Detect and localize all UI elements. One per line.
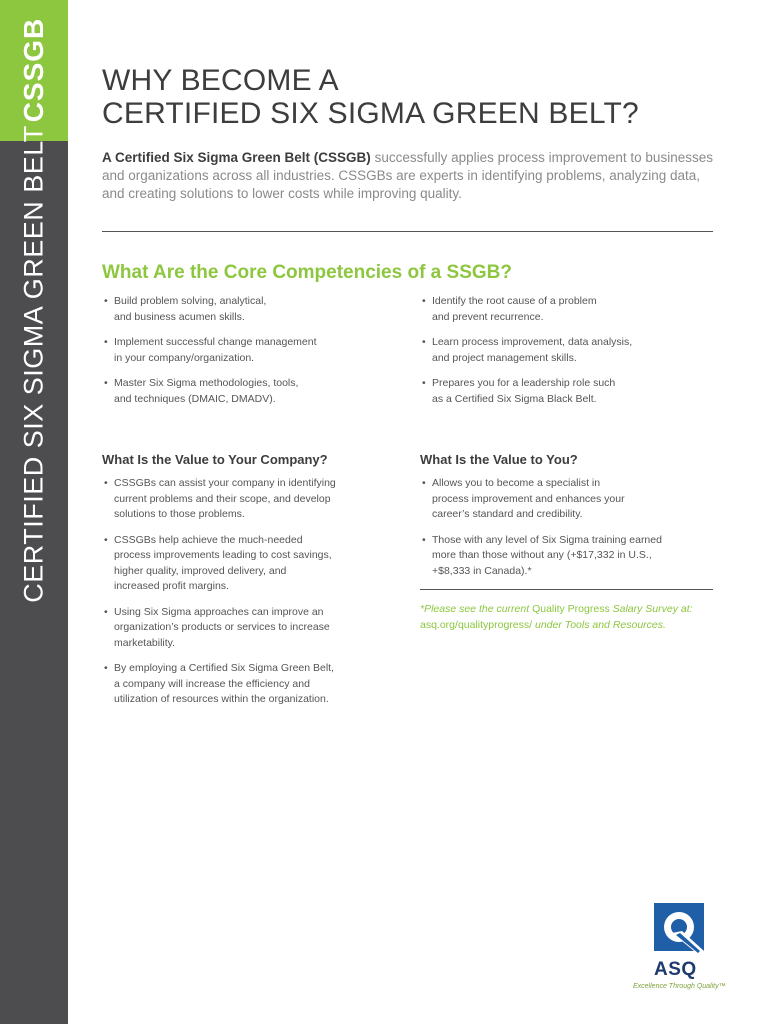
intro-paragraph bbox=[102, 149, 714, 203]
note-link[interactable]: asq.org/qualityprogress/ bbox=[420, 619, 533, 631]
list-item: • Identify the root cause of a problem and prevent recurrence. bbox=[420, 294, 720, 325]
divider-note bbox=[420, 589, 713, 590]
competencies-left-list bbox=[102, 294, 402, 407]
list-item: • Master Six Sigma methodologies, tools, and techniques (DMAIC, DMADV). bbox=[102, 376, 402, 407]
note-part-4: under Tools and Resources. bbox=[532, 619, 666, 631]
list-item: • Those with any level of Six Sigma training earned more than those without any (+$17,332 in U.S., +$8,333 in Canada).* bbox=[420, 533, 720, 580]
divider-top bbox=[102, 231, 713, 232]
list-item: • CSSGBs can assist your company in identifying current problems and their scope, and develop solutions to those problems. bbox=[102, 476, 402, 523]
list-item: • Using Six Sigma approaches can improve an organization’s products or services to increase marketability. bbox=[102, 605, 402, 652]
note-publication: Quality Progress bbox=[532, 603, 610, 615]
page-title bbox=[102, 64, 639, 130]
list-item: • Build problem solving, analytical, and business acumen skills. bbox=[102, 294, 402, 325]
you-value-list bbox=[420, 476, 720, 579]
competencies-right-list bbox=[420, 294, 720, 407]
company-value-column bbox=[102, 476, 402, 718]
sidebar-long-label: CERTIFIED SIX SIGMA GREEN BELT bbox=[18, 125, 49, 603]
competencies-right-column bbox=[420, 294, 720, 417]
title-line-2: CERTIFIED SIX SIGMA GREEN BELT? bbox=[102, 97, 639, 130]
logo-tagline: Excellence Through Quality™ bbox=[633, 983, 726, 990]
list-item: • By employing a Certified Six Sigma Green Belt, a company will increase the efficiency and utilization of resources within the organization. bbox=[102, 661, 402, 708]
sidebar-short-label: CSSGB bbox=[18, 17, 49, 123]
competencies-heading: What Are the Core Competencies of a SSGB? bbox=[102, 262, 512, 283]
competencies-left-column bbox=[102, 294, 402, 417]
list-item: • Allows you to become a specialist in process improvement and enhances your career’s standard and credibility. bbox=[420, 476, 720, 523]
note-part-1: *Please see the current bbox=[420, 603, 533, 615]
list-item: • CSSGBs help achieve the much-needed process improvements leading to cost savings, higher quality, improved delivery, and increased profit margins. bbox=[102, 533, 402, 595]
company-value-list bbox=[102, 476, 402, 708]
list-item: • Implement successful change management in your company/organization. bbox=[102, 335, 402, 366]
salary-survey-note bbox=[420, 601, 720, 633]
logo-name: ASQ bbox=[654, 959, 697, 980]
asq-logo-icon bbox=[654, 903, 704, 957]
company-value-heading: What Is the Value to Your Company? bbox=[102, 452, 328, 467]
note-part-3: Salary Survey at: bbox=[609, 603, 693, 615]
you-value-heading: What Is the Value to You? bbox=[420, 452, 578, 467]
intro-rest: successfully applies process improvement to businesses and organizations across all industries. CSSGBs are experts in identifying problems, analyzing data, and creating solutions to lower costs while improving quality. bbox=[102, 150, 713, 201]
list-item: • Prepares you for a leadership role such as a Certified Six Sigma Black Belt. bbox=[420, 376, 720, 407]
title-line-1: WHY BECOME A bbox=[102, 64, 339, 97]
you-value-column bbox=[420, 476, 720, 589]
intro-bold: A Certified Six Sigma Green Belt (CSSGB) bbox=[102, 150, 371, 165]
list-item: • Learn process improvement, data analysis, and project management skills. bbox=[420, 335, 720, 366]
